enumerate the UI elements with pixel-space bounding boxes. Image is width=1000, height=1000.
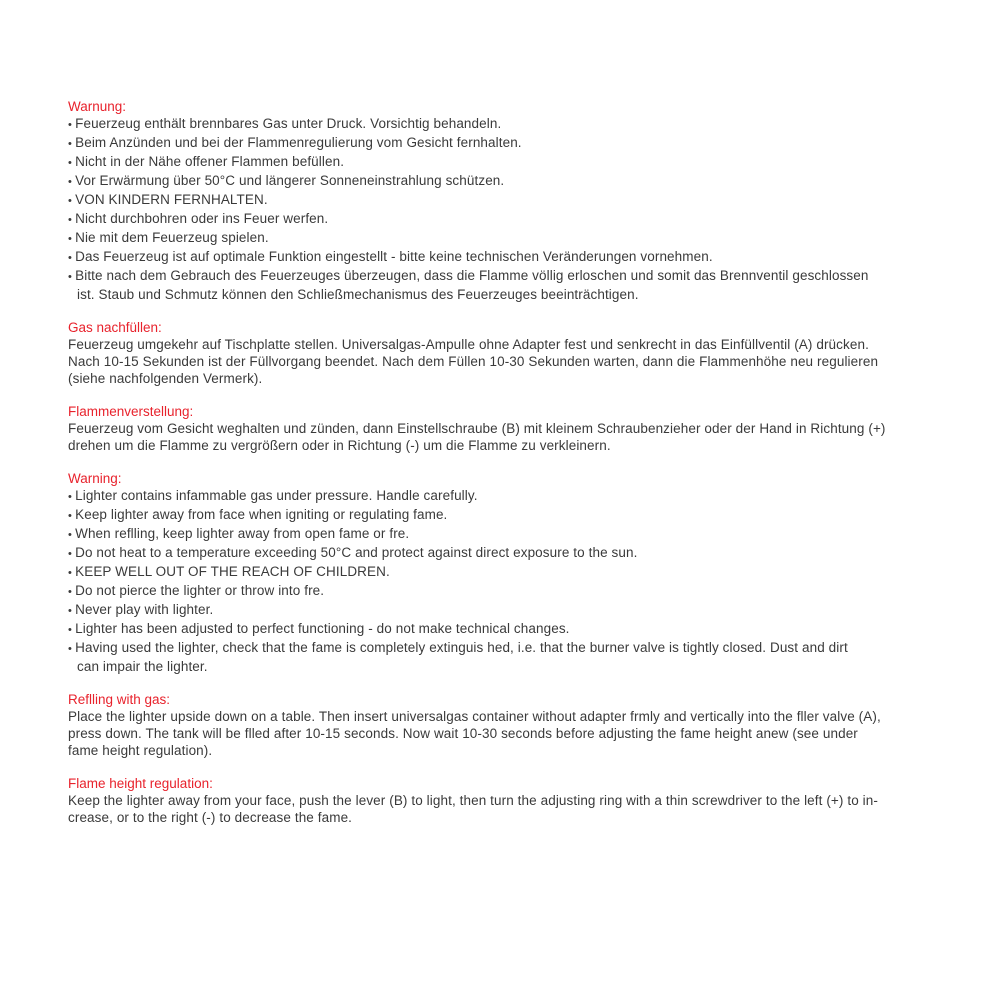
text-line: crease, or to the right (-) to decrease the fame. [68, 810, 353, 825]
text-line: fame height regulation). [68, 743, 213, 758]
text-line: can impair the lighter. [77, 659, 208, 674]
paragraph [68, 420, 940, 454]
bullet-item [68, 506, 940, 525]
text-line: ist. Staub und Schmutz können den Schließmechanismus des Feuerzeuges beeinträchtigen. [77, 287, 639, 302]
bullet-item [68, 115, 940, 134]
text-line: • Beim Anzünden und bei der Flammenregulierung vom Gesicht fernhalten. [68, 134, 940, 153]
text-line: Feuerzeug umgekehr auf Tischplatte stellen. Universalgas-Ampulle ohne Adapter fest und senkrecht in das Einfüllventil (A) drücken. [68, 337, 869, 352]
section-heading: Flame height regulation: [68, 776, 213, 791]
text-line: • Nicht durchbohren oder ins Feuer werfen. [68, 210, 940, 229]
bullet-item [68, 267, 940, 303]
text-line: • Lighter has been adjusted to perfect functioning - do not make technical changes. [68, 620, 940, 639]
text-line: • When reflling, keep lighter away from open fame or fre. [68, 525, 940, 544]
section-1 [68, 319, 940, 387]
paragraph [68, 336, 940, 387]
section-4 [68, 691, 940, 759]
bullet-item [68, 248, 940, 267]
bullet-item [68, 153, 940, 172]
bullet-item [68, 544, 940, 563]
bullet-item [68, 134, 940, 153]
section-0 [68, 98, 940, 303]
paragraph [68, 792, 940, 826]
text-line: • Das Feuerzeug ist auf optimale Funktion eingestellt - bitte keine technischen Veränderungen vornehmen. [68, 248, 940, 267]
text-line: Keep the lighter away from your face, push the lever (B) to light, then turn the adjusting ring with a thin screwdriver to the left (+) to in- [68, 793, 878, 808]
section-heading: Gas nachfüllen: [68, 320, 162, 335]
text-line: • Do not pierce the lighter or throw into fre. [68, 582, 940, 601]
text-line: Place the lighter upside down on a table. Then insert universalgas container without adapter frmly and vertically into the fller valve (A), [68, 709, 881, 724]
text-line: • Nicht in der Nähe offener Flammen befüllen. [68, 153, 940, 172]
bullet-item [68, 487, 940, 506]
bullet-item [68, 191, 940, 210]
bullet-item [68, 229, 940, 248]
bullet-item [68, 210, 940, 229]
bullet-item [68, 525, 940, 544]
text-line: drehen um die Flamme zu vergrößern oder in Richtung (-) um die Flamme zu verkleinern. [68, 438, 611, 453]
section-2 [68, 403, 940, 454]
paragraph [68, 708, 940, 759]
text-line: • Keep lighter away from face when igniting or regulating fame. [68, 506, 940, 525]
text-line: • Never play with lighter. [68, 601, 940, 620]
text-line: • VON KINDERN FERNHALTEN. [68, 191, 940, 210]
bullet-item [68, 620, 940, 639]
text-line: (siehe nachfolgenden Vermerk). [68, 371, 263, 386]
section-heading: Warnung: [68, 99, 127, 114]
text-line: • KEEP WELL OUT OF THE REACH OF CHILDREN. [68, 563, 940, 582]
section-heading: Reflling with gas: [68, 692, 171, 707]
section-5 [68, 775, 940, 826]
text-line: • Bitte nach dem Gebrauch des Feuerzeuges überzeugen, dass die Flamme völlig erloschen und somit das Brennventil geschlossen [68, 267, 940, 286]
bullet-item [68, 639, 940, 675]
text-line: Nach 10-15 Sekunden ist der Füllvorgang beendet. Nach dem Füllen 10-30 Sekunden warten, dann die Flammenhöhe neu regulieren [68, 354, 879, 369]
text-line: • Do not heat to a temperature exceeding 50°C and protect against direct exposure to the sun. [68, 544, 940, 563]
section-heading: Warning: [68, 471, 122, 486]
bullet-item [68, 601, 940, 620]
section-3 [68, 470, 940, 675]
text-line: • Nie mit dem Feuerzeug spielen. [68, 229, 940, 248]
section-heading: Flammenverstellung: [68, 404, 194, 419]
bullet-item [68, 172, 940, 191]
text-line: Feuerzeug vom Gesicht weghalten und zünden, dann Einstellschraube (B) mit kleinem Schraubenzieher oder der Hand in Richtung (+) [68, 421, 886, 436]
text-line: • Vor Erwärmung über 50°C und längerer Sonneneinstrahlung schützen. [68, 172, 940, 191]
text-line: press down. The tank will be flled after 10-15 seconds. Now wait 10-30 seconds before adjusting the fame height anew (see under [68, 726, 858, 741]
bullet-item [68, 582, 940, 601]
bullet-item [68, 563, 940, 582]
text-line: • Having used the lighter, check that the fame is completely extinguis hed, i.e. that the burner valve is tightly closed. Dust and dirt [68, 639, 940, 658]
text-line: • Feuerzeug enthält brennbares Gas unter Druck. Vorsichtig behandeln. [68, 115, 940, 134]
text-line: • Lighter contains infammable gas under pressure. Handle carefully. [68, 487, 940, 506]
